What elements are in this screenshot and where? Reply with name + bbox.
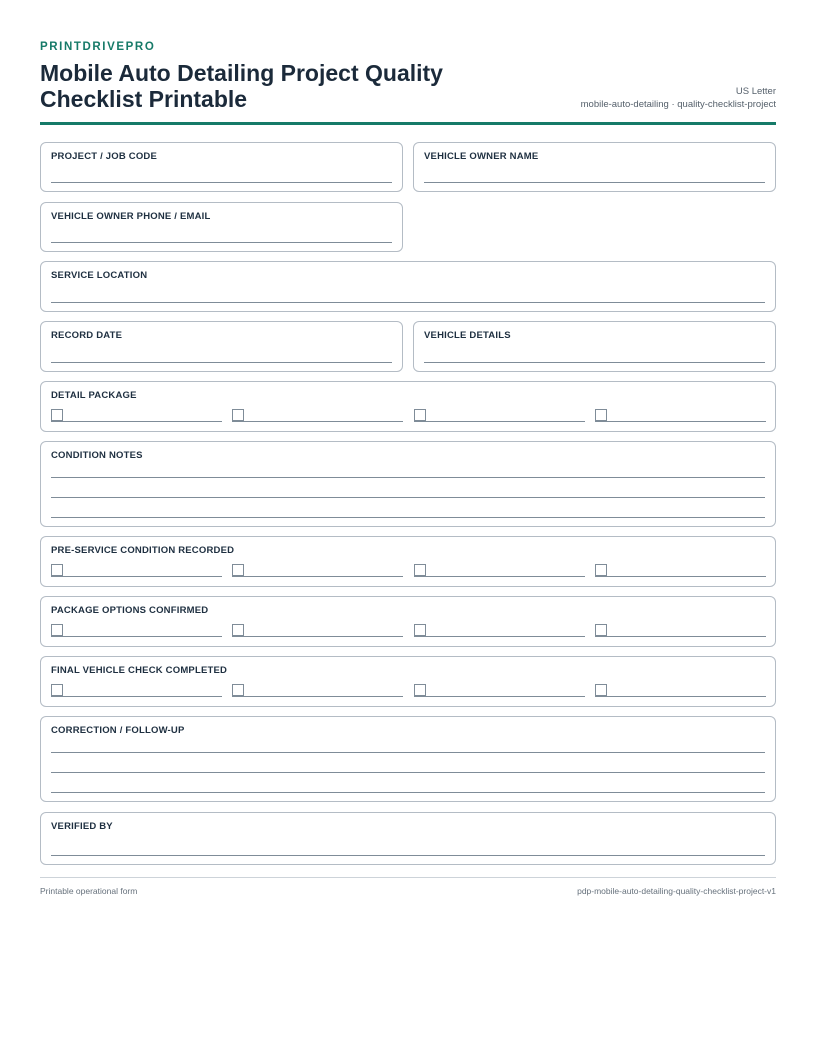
paper-size: US Letter: [735, 86, 776, 97]
option-line[interactable]: [232, 421, 403, 422]
final-check-option[interactable]: [51, 684, 222, 698]
option-line[interactable]: [414, 636, 585, 637]
condition-notes-field[interactable]: [40, 441, 776, 527]
checkbox[interactable]: [232, 409, 244, 421]
project-code-label: PROJECT / JOB CODE: [51, 151, 158, 162]
option-line[interactable]: [51, 696, 222, 697]
detail-package-label: DETAIL PACKAGE: [51, 390, 137, 401]
package-options-label: PACKAGE OPTIONS CONFIRMED: [51, 605, 209, 616]
option-line[interactable]: [595, 696, 766, 697]
checkbox[interactable]: [414, 624, 426, 636]
final-check-option[interactable]: [232, 684, 403, 698]
package-options-option[interactable]: [232, 624, 403, 638]
project-code-input-line[interactable]: [51, 182, 392, 183]
service-location-label: SERVICE LOCATION: [51, 270, 148, 281]
footer-rule: [40, 877, 776, 878]
record-date-field[interactable]: [40, 321, 403, 372]
option-line[interactable]: [51, 636, 222, 637]
checkbox[interactable]: [595, 409, 607, 421]
option-line[interactable]: [595, 421, 766, 422]
checkbox[interactable]: [232, 564, 244, 576]
notes-line[interactable]: [51, 772, 765, 773]
notes-line[interactable]: [51, 517, 765, 518]
verified-by-label: VERIFIED BY: [51, 821, 113, 832]
detail-package-option[interactable]: [595, 409, 766, 423]
detail-package-option[interactable]: [51, 409, 222, 423]
project-code-field[interactable]: [40, 142, 403, 192]
option-line[interactable]: [232, 696, 403, 697]
correction-label: CORRECTION / FOLLOW-UP: [51, 725, 185, 736]
owner-name-field[interactable]: [413, 142, 776, 192]
owner-name-label: VEHICLE OWNER NAME: [424, 151, 539, 162]
final-check-option[interactable]: [414, 684, 585, 698]
option-line[interactable]: [414, 421, 585, 422]
checkbox[interactable]: [232, 684, 244, 696]
package-options-option[interactable]: [595, 624, 766, 638]
page-title: Mobile Auto Detailing Project Quality Checklist Printable: [40, 60, 443, 112]
record-date-label: RECORD DATE: [51, 330, 123, 341]
pre-service-option[interactable]: [595, 564, 766, 578]
checkbox[interactable]: [595, 624, 607, 636]
notes-line[interactable]: [51, 792, 765, 793]
vehicle-details-field[interactable]: [413, 321, 776, 372]
document-meta: [581, 85, 776, 111]
final-check-field: [40, 656, 776, 707]
correction-field[interactable]: [40, 716, 776, 802]
checkbox[interactable]: [51, 624, 63, 636]
footer-left-text: Printable operational form: [40, 886, 138, 896]
record-date-input-line[interactable]: [51, 362, 392, 363]
footer-form-id: pdp-mobile-auto-detailing-quality-checklist-project-v1: [577, 886, 776, 896]
verified-by-input-line[interactable]: [51, 855, 765, 856]
detail-package-option[interactable]: [414, 409, 585, 423]
service-location-input-line[interactable]: [51, 302, 765, 303]
notes-line[interactable]: [51, 477, 765, 478]
notes-line[interactable]: [51, 497, 765, 498]
document-tags: mobile-auto-detailing · quality-checklist-project: [580, 99, 776, 110]
owner-contact-label: VEHICLE OWNER PHONE / EMAIL: [51, 211, 211, 222]
vehicle-details-label: VEHICLE DETAILS: [424, 330, 511, 341]
option-line[interactable]: [51, 421, 222, 422]
checkbox[interactable]: [232, 624, 244, 636]
detail-package-field: [40, 381, 776, 432]
option-line[interactable]: [51, 576, 222, 577]
package-options-field: [40, 596, 776, 647]
header-rule: [40, 122, 776, 125]
notes-line[interactable]: [51, 752, 765, 753]
option-line[interactable]: [414, 576, 585, 577]
owner-contact-input-line[interactable]: [51, 242, 392, 243]
pre-service-option[interactable]: [414, 564, 585, 578]
pre-service-option[interactable]: [51, 564, 222, 578]
final-check-option[interactable]: [595, 684, 766, 698]
checkbox[interactable]: [414, 564, 426, 576]
verified-by-field[interactable]: [40, 812, 776, 865]
service-location-field[interactable]: [40, 261, 776, 312]
pre-service-option[interactable]: [232, 564, 403, 578]
condition-notes-label: CONDITION NOTES: [51, 450, 143, 461]
package-options-option[interactable]: [51, 624, 222, 638]
checkbox[interactable]: [51, 564, 63, 576]
detail-package-option[interactable]: [232, 409, 403, 423]
checkbox[interactable]: [51, 409, 63, 421]
checkbox[interactable]: [51, 684, 63, 696]
option-line[interactable]: [595, 576, 766, 577]
checkbox[interactable]: [595, 564, 607, 576]
pre-service-label: PRE-SERVICE CONDITION RECORDED: [51, 545, 235, 556]
brand-name: PRINTDRIVEPRO: [40, 41, 156, 53]
option-line[interactable]: [414, 696, 585, 697]
package-options-option[interactable]: [414, 624, 585, 638]
option-line[interactable]: [595, 636, 766, 637]
vehicle-details-input-line[interactable]: [424, 362, 765, 363]
pre-service-field: [40, 536, 776, 587]
checkbox[interactable]: [595, 684, 607, 696]
owner-name-input-line[interactable]: [424, 182, 765, 183]
option-line[interactable]: [232, 636, 403, 637]
checkbox[interactable]: [414, 684, 426, 696]
final-check-label: FINAL VEHICLE CHECK COMPLETED: [51, 665, 228, 676]
checkbox[interactable]: [414, 409, 426, 421]
owner-contact-field[interactable]: [40, 202, 403, 252]
option-line[interactable]: [232, 576, 403, 577]
